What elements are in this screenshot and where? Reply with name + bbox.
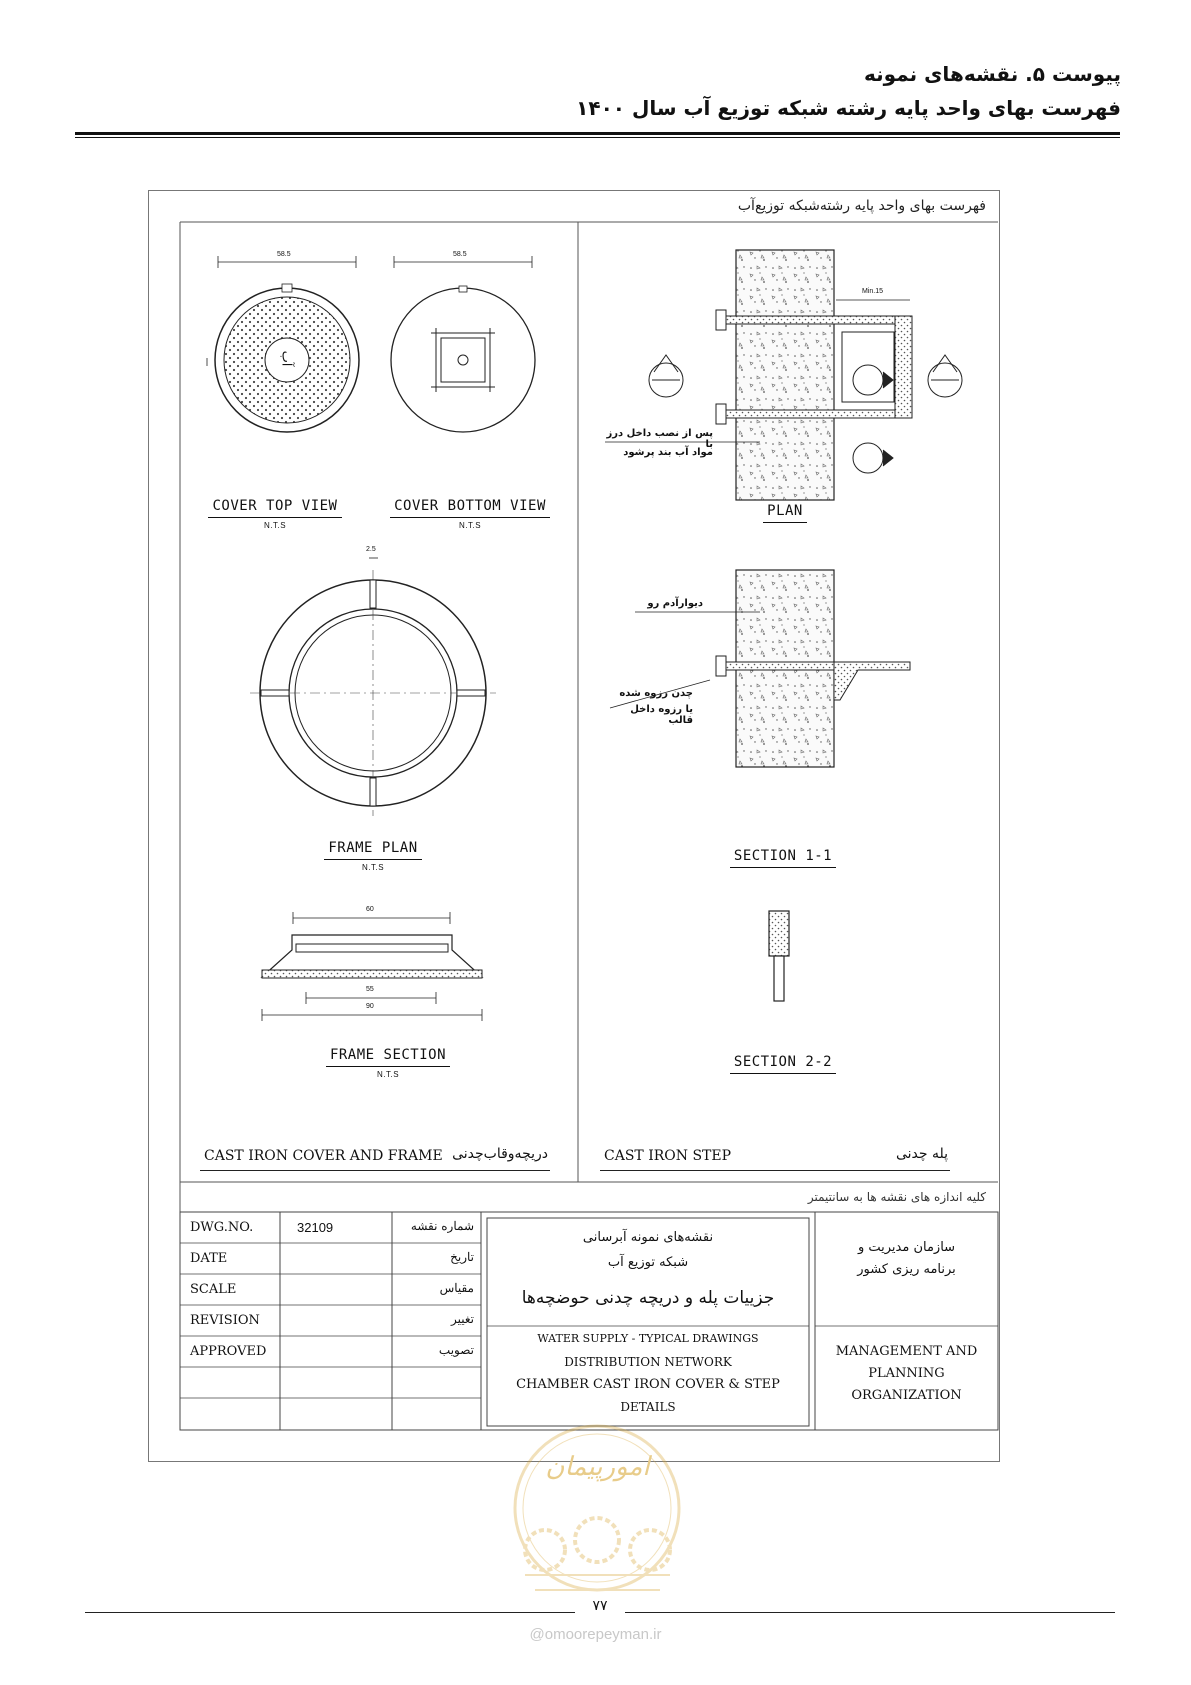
cover-bottom-view-label <box>385 498 555 530</box>
cover-top-view-title: COVER TOP VIEW <box>208 498 341 518</box>
tb-row-scale-en: SCALE <box>190 1282 237 1297</box>
frame-section-nts: N.T.S <box>376 1070 400 1079</box>
cover-top-view-drawing <box>207 256 359 432</box>
watermark-url: @omoorepeyman.ir <box>529 1626 662 1643</box>
tb-center-en-2: DISTRIBUTION NETWORK <box>564 1355 732 1369</box>
tb-row-dwgno-en: DWG.NO. <box>190 1220 254 1235</box>
tb-center-fa-1: نقشه‌های نمونه آبرسانی <box>582 1230 714 1245</box>
dim-frame-25: 2.5 <box>366 546 376 553</box>
tb-org-en-1: MANAGEMENT AND <box>835 1344 978 1359</box>
tb-org-en-2: PLANNING <box>868 1366 945 1381</box>
note-plan-2: مواد آب بند پرشود <box>623 447 713 458</box>
sheet-top-title: فهرست بهای واحد پایه رشته‌شبکه توزیع‌آب <box>737 198 986 214</box>
dim-frame-60: 60 <box>366 906 374 913</box>
tb-center-fa-3: جزییات پله و دریچه چدنی حوضچه‌ها <box>521 1288 775 1308</box>
tb-row-dwgno-value: 32109 <box>297 1220 334 1235</box>
plan-label <box>745 503 825 526</box>
page-number: ۷۷ <box>575 1598 625 1620</box>
note-iron-1: چدن رزوه شده <box>619 688 693 699</box>
tb-row-dwgno-fa: شماره نقشه <box>410 1219 474 1233</box>
dim-cover-top-585: 58.5 <box>277 251 291 258</box>
section-1-1-title: SECTION 1-1 <box>730 848 836 868</box>
tb-row-approved-en: APPROVED <box>190 1344 267 1359</box>
left-panel-title-underline <box>200 1170 550 1171</box>
tb-row-revision-fa: تغییر <box>451 1312 474 1326</box>
note-plan-1: پس از نصب داخل درز با <box>606 428 713 450</box>
section-1-1-label <box>718 848 848 871</box>
tb-org-fa-2: برنامه ریزی کشور <box>857 1262 956 1277</box>
tb-org-fa-1: سازمان مدیریت و <box>857 1240 956 1255</box>
cover-bottom-view-nts: N.T.S <box>458 521 482 530</box>
tb-center-fa-2: شبکه توزیع آب <box>607 1255 689 1270</box>
tb-center-en-3: CHAMBER CAST IRON COVER & STEP <box>516 1377 780 1392</box>
dim-frame-55: 55 <box>366 986 374 993</box>
cover-top-view-label <box>205 498 345 530</box>
tb-row-date-en: DATE <box>190 1251 228 1266</box>
left-panel-title-en: CAST IRON COVER AND FRAME <box>204 1148 443 1164</box>
frame-section-label <box>308 1047 468 1079</box>
right-panel-title-en: CAST IRON STEP <box>604 1148 732 1164</box>
watermark-logo <box>515 1426 679 1590</box>
cover-top-view-nts: N.T.S <box>263 521 287 530</box>
frame-plan-nts: N.T.S <box>361 863 385 872</box>
tb-row-scale-fa: مقیاس <box>439 1281 474 1295</box>
section-2-2-drawing <box>769 911 789 1001</box>
frame-plan-label <box>303 840 443 872</box>
tb-row-revision-en: REVISION <box>190 1313 260 1328</box>
header-line-1: پیوست ۵. نقشه‌های نمونه <box>864 62 1121 86</box>
header-line-2: فهرست بهای واحد پایه رشته شبکه توزیع آب سال ۱۴۰۰ <box>576 96 1121 120</box>
units-note: کلیه اندازه های نقشه ها به سانتیمتر <box>807 1190 986 1204</box>
frame-plan-title: FRAME PLAN <box>324 840 421 860</box>
plan-title: PLAN <box>763 503 807 523</box>
watermark-logo-text: امورپیمان <box>545 1452 650 1482</box>
left-panel-title-fa: دریچه‌وقاب‌چدنی <box>452 1146 548 1162</box>
section-2-2-title: SECTION 2-2 <box>730 1054 836 1074</box>
dim-cover-bottom-585: 58.5 <box>453 251 467 258</box>
right-panel-title-fa: پله چدنی <box>895 1146 948 1162</box>
tb-row-date-fa: تاریخ <box>450 1250 474 1264</box>
tb-org-en-3: ORGANIZATION <box>851 1388 962 1403</box>
dim-min15: Min.15 <box>862 288 884 295</box>
note-iron-2: یا رزوه داخل قالب <box>630 704 693 726</box>
cover-center-text: آب <box>278 350 294 367</box>
note-wall: دیوارآدم رو <box>647 598 703 609</box>
frame-plan-drawing <box>250 558 496 816</box>
tb-row-approved-fa: تصویب <box>438 1343 474 1357</box>
section-2-2-label <box>718 1054 848 1077</box>
frame-section-title: FRAME SECTION <box>326 1047 450 1067</box>
tb-center-en-4: DETAILS <box>620 1400 676 1414</box>
tb-center-en-1: WATER SUPPLY - TYPICAL DRAWINGS <box>537 1332 759 1345</box>
dim-frame-90: 90 <box>366 1003 374 1010</box>
right-panel-title-underline <box>600 1170 950 1171</box>
step-plan-drawing <box>605 250 962 500</box>
cover-bottom-view-drawing <box>391 256 535 432</box>
cover-bottom-view-title: COVER BOTTOM VIEW <box>390 498 550 518</box>
